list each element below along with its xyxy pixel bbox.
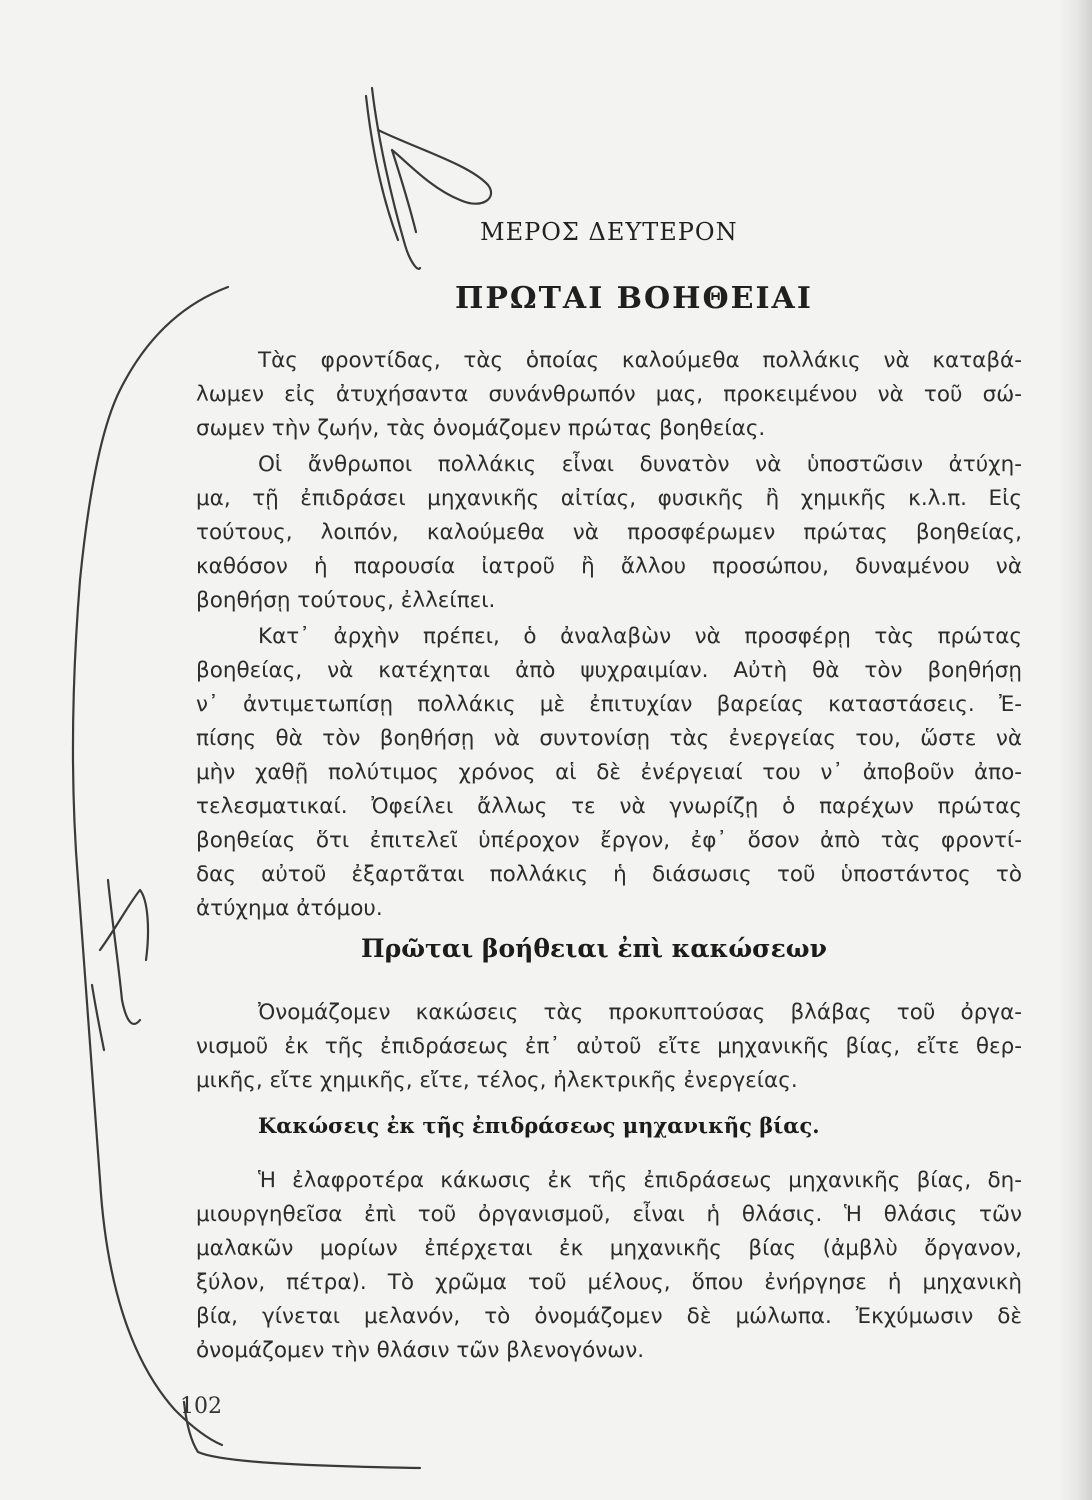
- sub-heading: Κακώσεις ἐκ τῆς ἐπιδράσεως μηχανικῆς βίας.: [258, 1113, 820, 1138]
- text-line: μιουργηθεῖσα ἐπὶ τοῦ ὀργανισμοῦ, εἶναι ἡ θλάσις. Ἡ θλάσις τῶν: [196, 1202, 1022, 1227]
- text-line: βοηθήσῃ τούτους, ἐλλείπει.: [196, 588, 496, 613]
- text-line: ἀτύχημα ἀτόμου.: [196, 896, 383, 921]
- text-line: Τὰς φροντίδας, τὰς ὁποίας καλούμεθα πολλάκις νὰ καταβά-: [258, 348, 1022, 373]
- text-line: βοηθείας ὅτι ἐπιτελεῖ ὑπέροχον ἔργον, ἐφ᾽ ὅσον ἀπὸ τὰς φροντί-: [196, 828, 1022, 853]
- text-line: βοηθείας, νὰ κατέχηται ἀπὸ ψυχραιμίαν. Αὐτὴ θὰ τὸν βοηθήσῃ: [196, 658, 1022, 683]
- text-line: ὀνομάζομεν τὴν θλάσιν τῶν βλενογόνων.: [196, 1338, 645, 1363]
- text-line: μικῆς, εἴτε χημικῆς, εἴτε, τέλος, ἠλεκτρικῆς ἐνεργείας.: [196, 1068, 798, 1093]
- text-line: καθόσον ἡ παρουσία ἰατροῦ ἢ ἄλλου προσώπου, δυναμένου νὰ: [196, 554, 1022, 579]
- text-line: ν᾽ ἀντιμετωπίσῃ πολλάκις μὲ ἐπιτυχίαν βαρείας καταστάσεις. Ἐ-: [196, 692, 1022, 717]
- text-line: Ὀνομάζομεν κακώσεις τὰς προκυπτούσας βλάβας τοῦ ὀργα-: [258, 1000, 1022, 1025]
- section-heading: Πρῶται βοήθειαι ἐπὶ κακώσεων: [361, 934, 827, 963]
- text-line: Οἱ ἄνθρωποι πολλάκις εἶναι δυνατὸν νὰ ὑποστῶσιν ἀτύχη-: [258, 452, 1022, 477]
- text-line: Ἡ ἐλαφροτέρα κάκωσις ἐκ τῆς ἐπιδράσεως μηχανικῆς βίας, δη-: [258, 1168, 1022, 1193]
- text-line: μαλακῶν μορίων ἐπέρχεται ἐκ μηχανικῆς βίας (ἀμβλὺ ὄργανον,: [196, 1236, 1022, 1261]
- text-line: νισμοῦ ἐκ τῆς ἐπιδράσεως ἐπ᾽ αὐτοῦ εἴτε μηχανικῆς βίας, εἴτε θερ-: [196, 1034, 1022, 1059]
- text-line: δας αὐτοῦ ἐξαρτᾶται πολλάκις ἡ διάσωσις τοῦ ὑποστάντος τὸ: [196, 862, 1022, 887]
- chapter-title: ΠΡΩΤΑΙ ΒΟΗΘΕΙΑΙ: [455, 281, 813, 316]
- text-line: τελεσματικαί. Ὀφείλει ἄλλως τε νὰ γνωρίζῃ ὁ παρέχων πρώτας: [196, 794, 1022, 819]
- text-line: μα, τῇ ἐπιδράσει μηχανικῆς αἰτίας, φυσικῆς ἢ χημικῆς κ.λ.π. Εἰς: [196, 486, 1022, 511]
- text-line: βία, γίνεται μελανόν, τὸ ὀνομάζομεν δὲ μώλωπα. Ἐκχύμωσιν δὲ: [196, 1304, 1022, 1329]
- text-line: μὴν χαθῇ πολύτιμος χρόνος αἱ δὲ ἐνέργειαί του ν᾽ ἀποβοῦν ἀπο-: [196, 760, 1022, 785]
- text-line: πίσης θὰ τὸν βοηθήσῃ νὰ συντονίσῃ τὰς ἐνεργείας του, ὥστε νὰ: [196, 726, 1022, 751]
- text-line: σωμεν τὴν ζωήν, τὰς ὀνομάζομεν πρώτας βοηθείας.: [196, 416, 766, 441]
- text-line: τούτους, λοιπόν, καλούμεθα νὰ προσφέρωμεν πρώτας βοηθείας,: [196, 520, 1022, 545]
- text-line: Κατ᾽ ἀρχὴν πρέπει, ὁ ἀναλαβὼν νὰ προσφέρῃ τὰς πρώτας: [258, 624, 1022, 649]
- page-number: 102: [180, 1394, 222, 1419]
- part-title: ΜΕΡΟΣ ΔΕΥΤΕΡΟΝ: [480, 218, 738, 246]
- text-line: ξύλον, πέτρα). Τὸ χρῶμα τοῦ μέλους, ὅπου ἐνήργησε ἡ μηχανικὴ: [196, 1270, 1022, 1295]
- text-line: λωμεν εἰς ἀτυχήσαντα συνάνθρωπόν μας, προκειμένου νὰ τοῦ σώ-: [196, 382, 1022, 407]
